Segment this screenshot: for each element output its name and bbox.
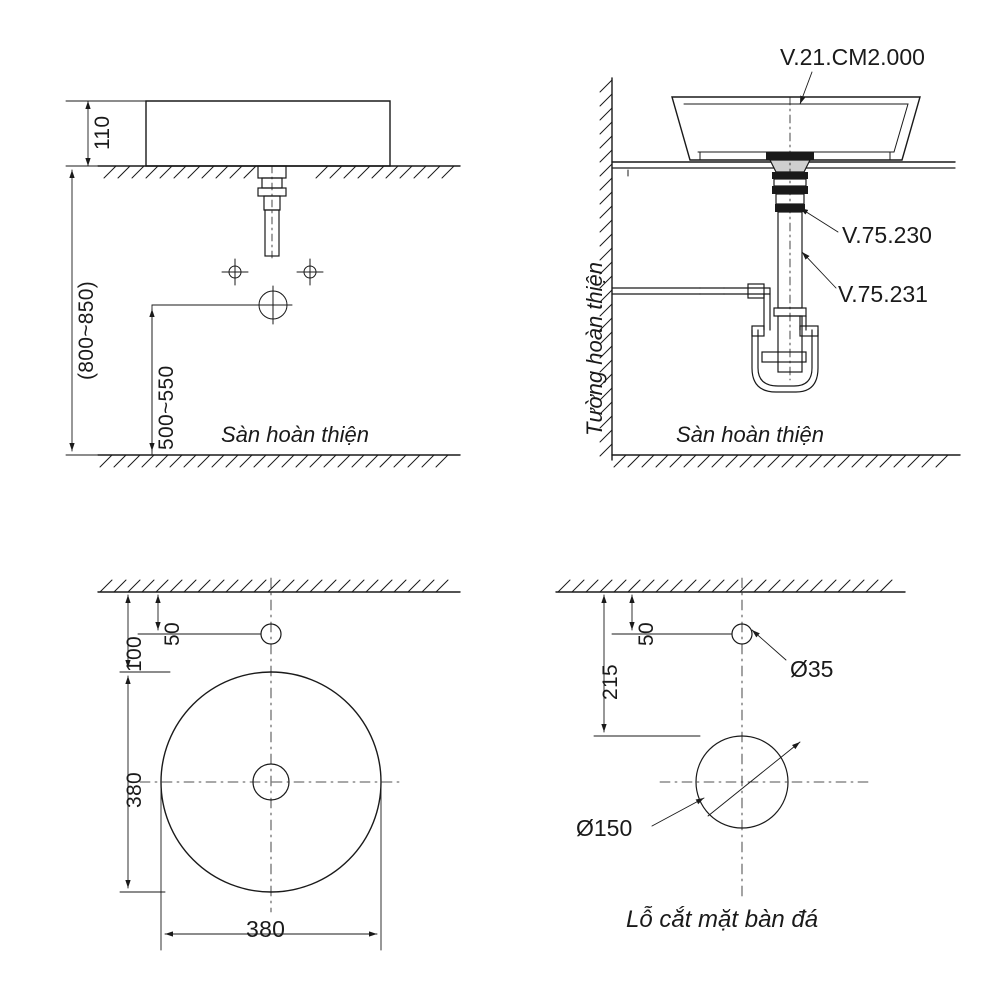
dim-plan-100: 100	[123, 636, 146, 672]
title-cutout-view: Lỗ cắt mặt bàn đá	[626, 906, 819, 933]
view-side-section	[600, 72, 960, 467]
view-front-elevation	[66, 101, 460, 467]
callout-hole-150: Ø150	[576, 815, 633, 841]
dim-plan-50: 50	[161, 622, 184, 646]
dim-plan-380-horizontal: 380	[246, 916, 286, 942]
dim-height-range: (800~850)	[75, 280, 98, 380]
dim-plan-380-vertical: 380	[123, 772, 146, 808]
dim-cutout-215: 215	[599, 664, 622, 700]
callout-pipe-code-1: V.75.230	[842, 222, 932, 248]
note-wall-side: Tường hoàn thiện	[582, 261, 607, 436]
dim-height-110: 110	[91, 115, 114, 150]
note-floor-side: Sàn hoàn thiện	[676, 422, 825, 447]
dim-height-supply: 500~550	[155, 365, 178, 450]
callout-pipe-code-2: V.75.231	[838, 281, 928, 307]
callout-drain-code: V.21.CM2.000	[780, 44, 925, 70]
dim-cutout-50: 50	[635, 622, 658, 646]
view-plan-basin	[98, 578, 460, 950]
callout-hole-35: Ø35	[790, 656, 834, 682]
view-plan-cutout	[556, 578, 905, 900]
note-floor-front: Sàn hoàn thiện	[221, 422, 370, 447]
